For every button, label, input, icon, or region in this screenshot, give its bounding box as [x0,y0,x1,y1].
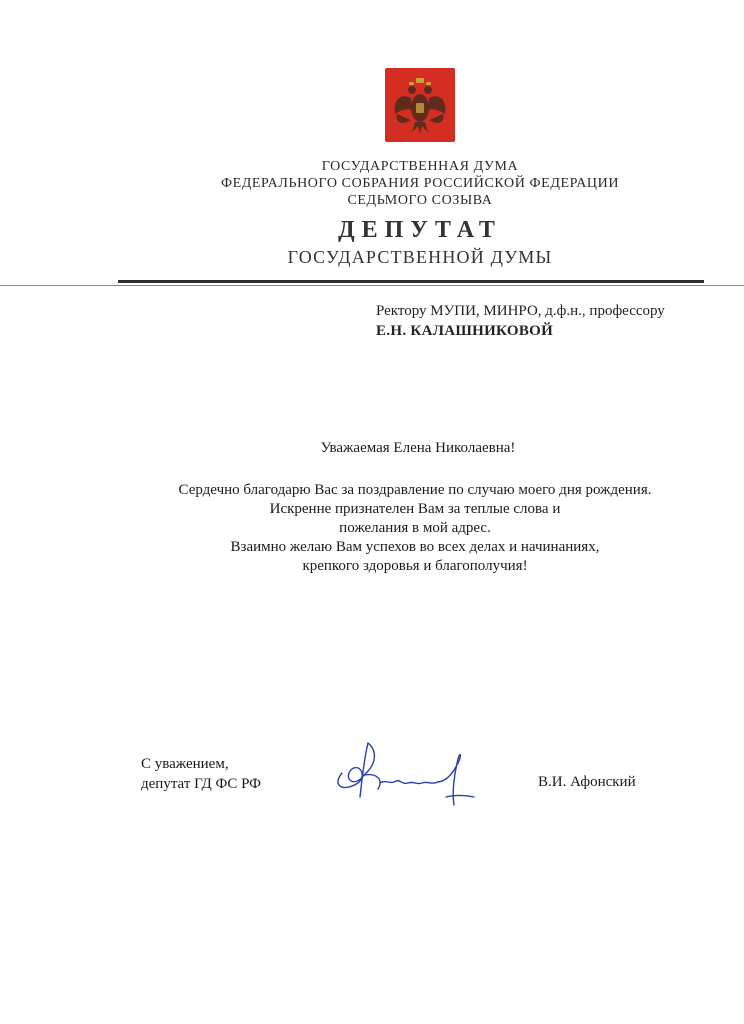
header-title: ДЕПУТАТ [338,217,502,243]
closing-position: депутат ГД ФС РФ [141,776,262,792]
closing-block [141,754,261,794]
header-line-duma: ГОСУДАРСТВЕННАЯ ДУМА [321,159,519,174]
closing-regards: С уважением, [141,756,229,772]
header-line-federal-assembly: ФЕДЕРАЛЬНОГО СОБРАНИЯ РОССИЙСКОЙ ФЕДЕРАЦИИ [220,176,620,191]
header-divider-thin [0,285,744,286]
signer-name: В.И. Афонский [538,774,636,790]
letter-body-line: Искренне признателен Вам за теплые слова и [269,501,561,517]
addressee-name: Е.Н. КАЛАШНИКОВОЙ [376,323,554,339]
letter-body-line: Сердечно благодарю Вас за поздравление по случаю моего дня рождения. [178,482,652,498]
header-line-convocation: СЕДЬМОГО СОЗЫВА [347,193,493,208]
header-subtitle: ГОСУДАРСТВЕННОЙ ДУМЫ [287,247,553,267]
letter-body [0,481,744,576]
letter-body-line: Взаимно желаю Вам успехов во всех делах и начинаниях, [230,539,600,555]
letter-body-line: крепкого здоровья и благополучия! [302,558,528,574]
signature-image [328,735,478,810]
letter-greeting: Уважаемая Елена Николаевна! [320,440,516,456]
coat-of-arms-icon [385,68,455,142]
addressee-position: Ректору МУПИ, МИНРО, д.ф.н., профессору [376,303,665,319]
header-divider-thick [118,280,704,283]
letter-body-line: пожелания в мой адрес. [339,520,491,536]
